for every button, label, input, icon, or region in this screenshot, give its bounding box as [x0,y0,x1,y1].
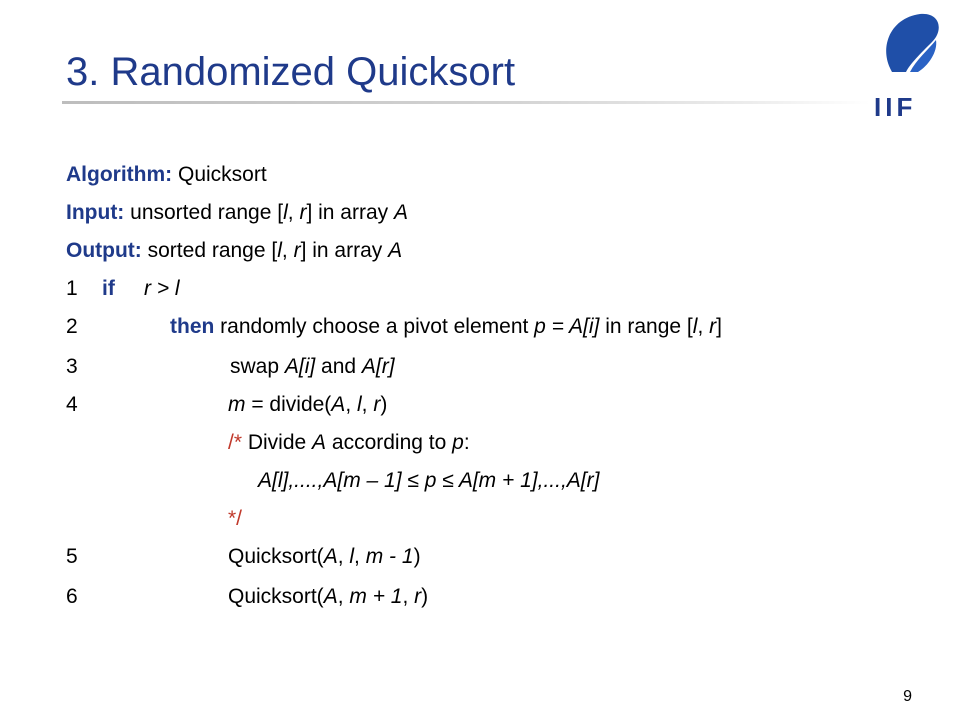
output-label: Output: [66,239,142,262]
code-line-1 [0,272,960,306]
call-A: A [323,585,338,608]
code-line-5 [0,540,960,574]
divide-l: l [356,393,362,416]
call-end: ) [413,545,421,568]
comment-colon: : [463,431,470,454]
partition-formula: A[l],....,A[m – 1] ≤ p ≤ A[m + 1],...,A[r] [258,469,600,492]
divide-sep: , [361,393,374,416]
pivot-expr: p = A[i] [534,315,600,338]
comment-open: /* [228,431,243,454]
line-number: 2 [66,315,78,338]
comment-close: */ [228,507,243,530]
line-number: 6 [66,585,78,608]
recursive-call: Quicksort( [228,545,324,568]
input-r: r [299,201,307,224]
call-m: m + 1 [349,585,403,608]
line2-r: r [709,315,717,338]
output-l: l [277,239,282,262]
divide-text: = divide( [245,393,332,416]
divide-sep: , [345,393,357,416]
divide-end: ) [380,393,388,416]
comment-text-b: according to [326,431,453,454]
input-mid: ] in array [306,201,394,224]
iif-logo-text: IIF [874,92,917,122]
comment-formula [258,464,599,498]
divide-r: r [373,393,381,416]
output-text: sorted range [ [141,239,278,262]
swap-and: and [315,355,362,378]
code-line-6 [0,580,960,614]
algorithm-label: Algorithm: [66,163,173,186]
line2-text: randomly choose a pivot element [214,315,535,338]
line2-end: ] [716,315,722,338]
call-sep: , [402,585,415,608]
input-line [66,196,408,230]
swap-text: swap [230,355,285,378]
slide-title: 3. Randomized Quicksort [66,50,516,94]
output-r: r [293,239,301,262]
divide-A: A [331,393,346,416]
algorithm-name: Quicksort [172,163,267,186]
call-end: ) [421,585,429,608]
then-keyword: then [170,315,215,338]
code-line-4 [0,388,960,422]
comment-text: Divide [242,431,313,454]
input-array: A [393,201,408,224]
code-line-3 [0,350,960,384]
line-number: 1 [66,277,78,300]
call-l: l [349,545,355,568]
title-underline [62,101,870,104]
call-sep: , [337,585,350,608]
call-sep: , [354,545,366,568]
divide-m: m [228,393,246,416]
comment-A: A [312,431,327,454]
call-A: A [323,545,338,568]
line2-range: in range [ [599,315,693,338]
comment-line-3 [228,502,242,536]
input-sep: , [287,201,300,224]
swap-ai: A[i] [284,355,316,378]
line2-l: l [692,315,698,338]
output-line [66,234,402,268]
call-r: r [414,585,422,608]
input-text: unsorted range [ [124,201,284,224]
page-number: 9 [903,688,912,705]
comment-p: p [452,431,464,454]
recursive-call: Quicksort( [228,585,324,608]
output-mid: ] in array [300,239,389,262]
call-sep: , [337,545,350,568]
input-l: l [283,201,288,224]
swap-ar: A[r] [361,355,395,378]
output-array: A [388,239,403,262]
comment-line-1 [228,426,470,460]
if-keyword: if [102,277,115,300]
line2-sep: , [697,315,710,338]
code-line-2 [0,310,960,344]
algorithm-line [66,158,267,192]
line-number: 4 [66,393,78,416]
line-number: 3 [66,355,78,378]
call-m: m - 1 [365,545,414,568]
line-number: 5 [66,545,78,568]
if-condition: r > l [144,277,180,300]
input-label: Input: [66,201,125,224]
output-sep: , [281,239,294,262]
